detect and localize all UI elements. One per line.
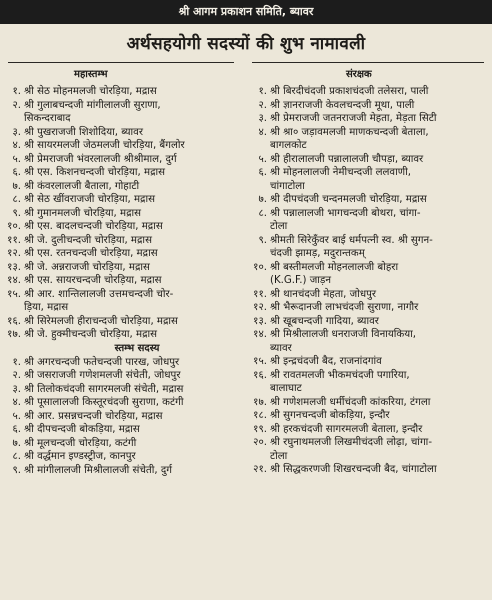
member-name: श्री गणेशमलजी धर्मीचंदजी कांकरिया, टंगला [270, 396, 431, 408]
member-name: श्री आर. शान्तिलालजी उत्तमचन्दजी चोर- ड़िया, मद्रास [24, 288, 174, 313]
item-number: १६. [7, 315, 21, 327]
list-item [0, 153, 244, 167]
member-name: श्री थानचंदजी मेहता, जोधपुर [270, 288, 377, 300]
member-name: श्री मोहनलालजी नेमीचन्दजी ललवाणी, चांगाटोला [270, 167, 411, 192]
member-name: श्री जसराजजी गणेशमलजी संचेती, जोधपुर [24, 370, 181, 381]
list-item [246, 261, 492, 288]
item-number: ४. [12, 140, 21, 151]
member-name: श्री हरकचंदजी सागरमलजी बेताला, इन्दौर [270, 423, 423, 435]
right-divider [252, 62, 484, 63]
item-number: ७. [12, 180, 21, 192]
member-name: श्री सेठ मोहनमलजी चोरड़िया, मद्रास [24, 86, 157, 97]
item-number: ३. [12, 126, 21, 138]
item-number: १९. [253, 423, 267, 435]
item-number: ११. [7, 234, 21, 246]
page-title: अर्थसहयोगी सदस्यों की शुभ नामावली [126, 34, 366, 54]
member-name: श्री सिरेमलजी हीराचन्दजी चोरड़िया, मद्रास [24, 315, 178, 327]
list-item [0, 369, 244, 383]
item-number: १५. [253, 356, 267, 367]
member-name: श्री प्रेमराजजी भंवरलालजी श्रीश्रीमाल, दुर्ग [24, 153, 177, 165]
member-name: श्री दीपचन्दजी बोकड़िया, मद्रास [24, 424, 140, 435]
member-name: श्री प्रेमराजजी जतनराजजी मेहता, मेड़ता सिटी [270, 113, 437, 124]
item-number: ९. [12, 207, 21, 219]
left-column [0, 85, 244, 477]
member-name: श्री बस्तीमलजी मोहनलालजी बोहरा (K.G.F.) जाड़न [270, 261, 399, 286]
list-item [0, 356, 244, 370]
item-number: १५. [7, 288, 21, 300]
list-item [0, 464, 244, 478]
member-name: श्री जे. हुक्मीचन्दजी चोरड़िया, मद्रास [24, 329, 158, 340]
member-name: श्री पूसालालजी किस्तूरचंदजी सुराणा, कटंगी [24, 397, 184, 408]
item-number: ५. [12, 410, 21, 422]
member-name: श्री कंवरलालजी बैताला, गोहाटी [24, 180, 140, 192]
member-name: श्री दीपचंदजी चन्दनमलजी चोरड़िया, मद्रास [270, 194, 427, 205]
item-number: १. [12, 86, 21, 97]
item-number: १. [12, 356, 21, 368]
list-item [0, 139, 244, 153]
list-item [246, 166, 492, 193]
item-number: २. [258, 99, 267, 111]
stambh-member-list [0, 356, 244, 478]
left-divider [8, 62, 234, 63]
list-item [246, 436, 492, 463]
list-item [246, 288, 492, 302]
list-item [246, 423, 492, 437]
item-number: १०. [7, 221, 21, 232]
member-name: श्री पुखराजजी शिशोदिया, ब्यावर [24, 126, 144, 138]
item-number: १२. [7, 248, 21, 259]
list-item [0, 274, 244, 288]
list-item [0, 99, 244, 126]
list-item [246, 234, 492, 261]
item-number: ३. [258, 113, 267, 124]
member-name: श्री आर. प्रसन्नचन्दजी चोरड़िया, मद्रास [24, 410, 163, 422]
list-item [246, 112, 492, 126]
item-number: ८. [258, 207, 267, 219]
item-number: २. [12, 370, 21, 381]
item-number: ६. [258, 167, 267, 178]
list-item [0, 126, 244, 140]
item-number: २. [12, 99, 21, 111]
stambh-heading: स्तम्भ सदस्य [114, 342, 160, 354]
item-number: १७. [253, 396, 267, 408]
member-name: श्री एस. बादलचन्दजी चोरड़िया, मद्रास [24, 221, 163, 232]
item-number: १६. [253, 369, 267, 381]
item-number: ५. [258, 153, 267, 165]
member-name: श्री एस. सायरचन्दजी चोरड़िया, मद्रास [24, 275, 162, 286]
list-item [246, 85, 492, 99]
member-name: श्री वर्द्धमान इण्डस्ट्रीज, कानपुर [24, 451, 136, 462]
item-number: १८. [253, 410, 267, 421]
list-item [246, 409, 492, 423]
item-number: ४. [12, 397, 21, 408]
item-number: ७. [12, 437, 21, 449]
item-number: १७. [7, 329, 21, 340]
item-number: १४. [253, 329, 267, 340]
item-number: ९. [258, 234, 267, 246]
item-number: १. [258, 86, 267, 97]
member-name: श्री सायरमलजी जेठमलजी चोरड़िया, बैंगलोर [24, 140, 185, 151]
list-item [246, 328, 492, 355]
list-item [0, 261, 244, 275]
list-item [246, 301, 492, 315]
list-item [0, 410, 244, 424]
list-item [0, 396, 244, 410]
item-number: १४. [7, 275, 21, 286]
list-item [0, 85, 244, 99]
member-name: श्री हीरालालजी पन्नालालजी चौपड़ा, ब्यावर [270, 153, 424, 165]
left-column-heading: महास्तम्भ [74, 69, 108, 80]
item-number: १०. [253, 261, 267, 273]
member-name: श्री तिलोकचंदजी सागरमलजी संचेती, मद्रास [24, 383, 184, 395]
member-name: श्री एस. रतनचन्दजी चोरड़िया, मद्रास [24, 248, 158, 259]
right-column [246, 85, 492, 477]
member-name: श्री रघुनाथमलजी लिखमीचंदजी लोढ़ा, चांगा- टोला [270, 437, 432, 462]
member-name: श्री एस. किशनचन्दजी चोरड़िया, मद्रास [24, 167, 166, 178]
list-item [0, 207, 244, 221]
item-number: ६. [12, 167, 21, 178]
list-item [0, 166, 244, 180]
item-number: १३. [253, 315, 267, 327]
list-item [246, 355, 492, 369]
member-name: श्री श्रा० जड़ावमलजी माणकचन्दजी बेताला, बागलकोट [270, 126, 429, 151]
member-name: श्री अगरचन्दजी फतेचन्दजी पारख, जोधपुर [24, 356, 180, 368]
list-item [246, 396, 492, 410]
list-item [0, 234, 244, 248]
member-name: श्री जे. दुलीचन्दजी चोरड़िया, मद्रास [24, 234, 152, 246]
item-number: ८. [12, 194, 21, 205]
list-item [0, 193, 244, 207]
list-item [0, 328, 244, 342]
member-name: श्री मिश्रीलालजी धनराजजी विनायकिया, ब्यावर [270, 329, 417, 354]
list-item [246, 126, 492, 153]
item-number: ७. [258, 194, 267, 205]
item-number: २०. [253, 437, 267, 448]
member-name: श्री सुगनचन्दजी बोकड़िया, इन्दौर [270, 410, 390, 421]
member-name: श्री जे. अन्नराजजी चोरड़िया, मद्रास [24, 261, 150, 273]
sanrakshak-list [246, 85, 492, 477]
item-number: ११. [253, 288, 267, 300]
list-item [0, 180, 244, 194]
item-number: २१. [253, 464, 267, 475]
member-name: श्री पन्नालालजी भागचन्दजी बोथरा, चांगा- टोला [270, 207, 421, 232]
list-item [0, 247, 244, 261]
item-number: १२. [253, 302, 267, 313]
list-item [246, 207, 492, 234]
item-number: १३. [7, 261, 21, 273]
member-name: श्री भैरूदानजी लाभचंदजी सुराणा, नागौर [270, 302, 419, 313]
member-name: श्री खूबचन्दजी गादिया, ब्यावर [270, 315, 379, 327]
item-number: ५. [12, 153, 21, 165]
item-number: ३. [12, 383, 21, 395]
member-name: श्रीमती सिरेकुँवर बाई धर्मपत्नी स्व. श्री सुगन- चंदजी झामड़, मदुरान्तकम् [270, 234, 433, 259]
item-number: ९. [12, 464, 21, 476]
member-name: श्री मूलचन्दजी चोरड़िया, कटंगी [24, 437, 137, 449]
list-item [246, 193, 492, 207]
member-name: श्री ज्ञानराजजी केवलचन्दजी मूथा, पाली [270, 99, 415, 111]
member-name: श्री रावतमलजी भीकमचंदजी पगारिया, बालाघाट [270, 369, 410, 394]
member-name: श्री गुलाबचन्दजी मांगीलालजी सुराणा, सिकन्दराबाद [24, 99, 161, 124]
list-item [246, 463, 492, 477]
member-name: श्री गुमानमलजी चोरड़िया, मद्रास [24, 207, 142, 219]
list-item [0, 220, 244, 234]
item-number: ८. [12, 451, 21, 462]
member-name: श्री इन्द्रचंदजी बैद, राजनांदगांव [270, 356, 382, 367]
member-name: श्री मांगीलालजी मिश्रीलालजी संचेती, दुर्ग [24, 464, 172, 476]
list-item [246, 315, 492, 329]
maha-stambh-list [0, 85, 244, 342]
list-item [246, 369, 492, 396]
list-item [0, 450, 244, 464]
list-item [0, 383, 244, 397]
item-number: ४. [258, 126, 267, 138]
right-column-heading: संरक्षक [346, 69, 372, 80]
list-item [0, 437, 244, 451]
list-item [0, 423, 244, 437]
list-item [246, 99, 492, 113]
list-item [0, 288, 244, 315]
item-number: ६. [12, 424, 21, 435]
member-name: श्री सेठ खींवराजजी चोरड़िया, मद्रास [24, 194, 155, 205]
list-item [0, 315, 244, 329]
member-name: श्री सिद्धकरणजी शिखरचन्दजी बैद, चांगाटोला [270, 464, 437, 475]
list-item [246, 153, 492, 167]
member-name: श्री बिरदीचंदजी प्रकाशचंदजी तलेसरा, पाली [270, 86, 429, 97]
publisher-banner: श्री आगम प्रकाशन समिति, ब्यावर [0, 0, 492, 24]
